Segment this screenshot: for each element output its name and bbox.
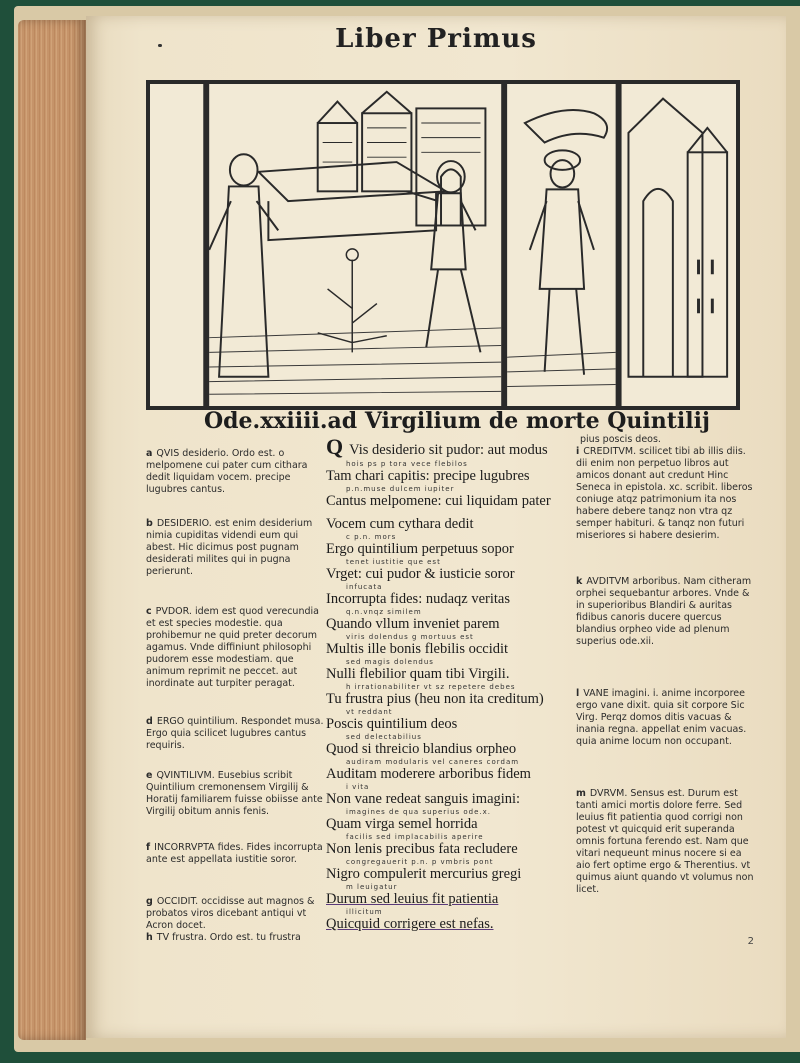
- verse-text: Ergo quintilium perpetuus sopor: [326, 541, 514, 557]
- interlinear-gloss: c p.n. mors: [346, 533, 397, 541]
- commentary-right: [576, 434, 754, 896]
- verse-text: Quam virga semel horrida: [326, 816, 478, 832]
- verse-initial: Q: [326, 434, 344, 459]
- gloss-key: h: [146, 932, 153, 943]
- verse-text: Vis desiderio sit pudor: aut modus: [349, 442, 548, 458]
- verse-text: Durum sed leuius fit patientia: [326, 891, 499, 907]
- verse-line: [326, 891, 572, 908]
- gloss-note: [576, 576, 754, 648]
- gloss-text: QVINTILIVM. Eusebius scribit Quintilium cremonensem Virgilij & Horatij familiarem fuisse obiisse ante Virgilij obitum annis fenis.: [146, 770, 323, 817]
- verse-line: [326, 468, 572, 485]
- gloss-key: e: [146, 770, 153, 781]
- gloss-note: [146, 448, 326, 496]
- verse-text: Nigro compulerit mercurius gregi: [326, 866, 522, 882]
- verse-text: Incorrupta fides: nudaqz veritas: [326, 591, 510, 607]
- gloss-key: i: [576, 446, 580, 457]
- verse-line: [326, 566, 572, 583]
- verse-line: [326, 541, 572, 558]
- gloss-text: PVDOR. idem est quod verecundia et est species modestie. qua prohibemur ne quid preter decorum agamus. Vnde diffiniunt philosophi pudorem esse modestiam. que animum reprimit ne peccet. aut inordinate aut turpiter peragat.: [146, 606, 319, 689]
- verse-line: [326, 916, 572, 933]
- verse-line: [326, 866, 572, 883]
- interlinear-gloss: i vita: [346, 783, 370, 791]
- ode-title: Ode.xxiiii.ad Virgilium de morte Quintilij: [204, 408, 710, 434]
- verse-text: Quod si threicio blandius orpheo: [326, 741, 517, 757]
- gloss-note: [146, 770, 326, 818]
- gloss-note: [146, 716, 326, 752]
- interlinear-gloss: hois ps p tora vece flebilos: [346, 460, 468, 468]
- gloss-text: VANE imagini. i. anime incorporee ergo vane dixit. quia sit corpore Sic Virg. Perqz domos ditis vacuas & inania regna. appellat enim vacuas. quia anime locum non occupant.: [576, 688, 747, 747]
- gloss-note: [146, 896, 326, 932]
- verse-line: [326, 816, 572, 833]
- verse-text: Vrget: cui pudor & iusticie soror: [326, 566, 515, 582]
- verse-line: [326, 841, 572, 858]
- gloss-text: ERGO quintilium. Respondet musa. Ergo quia scilicet lugubres cantus requiris.: [146, 716, 324, 751]
- running-head: Liber Primus: [335, 24, 537, 54]
- interlinear-gloss: q.n.vnqz similem: [346, 608, 422, 616]
- gloss-text: DESIDERIO. est enim desiderium nimia cupiditas videndi eum qui abest. Hic dicimus post pugnam desiderati milites qui in pugna perierunt.: [146, 518, 313, 577]
- gloss-key: m: [576, 788, 586, 799]
- verse-text: Nulli flebilior quam tibi Virgili.: [326, 666, 510, 682]
- interlinear-gloss: illicitum: [346, 908, 383, 916]
- gloss-key: k: [576, 576, 583, 587]
- gloss-note: [146, 842, 326, 866]
- interlinear-gloss: sed magis dolendus: [346, 658, 434, 666]
- woodcut-illustration: [146, 80, 740, 410]
- interlinear-gloss: h irrationabiliter vt sz repetere debes: [346, 683, 516, 691]
- gloss-note: [576, 688, 754, 748]
- interlinear-gloss: facilis sed implacabilis aperire: [346, 833, 484, 841]
- interlinear-gloss: vt reddant: [346, 708, 393, 716]
- verse-text: Tu frustra pius (heu non ita creditum): [326, 691, 544, 707]
- verse-text: Quicquid corrigere est nefas.: [326, 916, 494, 932]
- verse-line: [326, 691, 572, 708]
- gloss-key: d: [146, 716, 153, 727]
- gloss-text: AVDITVM arboribus. Nam citheram orphei sequebantur arbores. Vnde & in superioribus Blandiri & auritas fidibus canoris ducere quercus blandius orpheo vide ad plenum superius ode.xii.: [576, 576, 752, 647]
- verse-text: Auditam moderere arboribus fidem: [326, 766, 531, 782]
- verse-line: [326, 641, 572, 658]
- gloss-text: CREDITVM. scilicet tibi ab illis diis. dii enim non perpetuo libros aut amicos donant aut credunt Hinc Seneca in epistola. xc. scribit. liberos coniuge atqz patrimonium ita nos habere debere tanqz non vtra qz semper habituri. & tanqz non futuri miseriores si habere desierim.: [576, 446, 753, 541]
- gloss-text: TV frustra. Ordo est. tu frustra: [156, 932, 301, 943]
- verse-line: [326, 616, 572, 633]
- gloss-text: INCORRVPTA fides. Fides incorrupta ante est appellata iustitie soror.: [146, 842, 323, 865]
- verse-line: [326, 766, 572, 783]
- interlinear-gloss: tenet iustitie que est: [346, 558, 441, 566]
- gloss-text: QVIS desiderio. Ordo est. o melpomene cui pater cum cithara dedit liquidam vocem. precipe lugubres cantus.: [146, 448, 308, 495]
- interlinear-gloss: m leuigatur: [346, 883, 398, 891]
- verse-text: Non vane redeat sanguis imagini:: [326, 791, 521, 807]
- verse-text: Non lenis precibus fata recludere: [326, 841, 518, 857]
- verse-line: [326, 666, 572, 683]
- page-edges: [18, 20, 86, 1040]
- verse-line: [326, 493, 572, 510]
- gloss-note: [146, 932, 326, 944]
- interlinear-gloss: audiram modularis vel caneres cordam: [346, 758, 520, 766]
- gloss-note: [576, 788, 754, 896]
- verse-text: Quando vllum inveniet parem: [326, 616, 500, 632]
- gloss-key: l: [576, 688, 580, 699]
- interlinear-gloss: infucata: [346, 583, 383, 591]
- interlinear-gloss: p.n.muse dulcem iupiter: [346, 485, 455, 493]
- verse-text: Poscis quintilium deos: [326, 716, 458, 732]
- gloss-text: DVRVM. Sensus est. Durum est tanti amici mortis dolore ferre. Sed leuius fit patientia quod corrigi non potest vt quicquid erit superanda omnis fortuna ferendo est. Nam que vitari nequeunt minus nocere si ea aio fert optime ergo & Therentius. vt quimus aiunt quando vt volumus non licet.: [576, 788, 754, 895]
- gloss-key: f: [146, 842, 151, 853]
- gloss-note: [146, 606, 326, 690]
- verse-line: [326, 591, 572, 608]
- verse-text: Cantus melpomene: cui liquidam pater: [326, 493, 551, 509]
- ode-verses: [326, 434, 572, 939]
- interlinear-gloss: sed delectabilius: [346, 733, 422, 741]
- verse-text: Multis ille bonis flebilis occidit: [326, 641, 509, 657]
- gloss-key: c: [146, 606, 152, 617]
- gloss-key: b: [146, 518, 153, 529]
- verse-text: Vocem cum cythara dedit: [326, 516, 474, 532]
- verse-line: [326, 791, 572, 808]
- gloss-note: [146, 518, 326, 578]
- interlinear-gloss: congregauerit p.n. p vmbris pont: [346, 858, 494, 866]
- folio-number: 2: [747, 936, 754, 947]
- verse-line: [326, 516, 572, 533]
- gloss-note: [576, 446, 754, 542]
- gloss-text: OCCIDIT. occidisse aut magnos & probatos viros dicebant antiqui vt Acron docet.: [146, 896, 315, 931]
- interlinear-gloss: viris dolendus g mortuus est: [346, 633, 474, 641]
- interlinear-gloss: imagines de qua superius ode.x.: [346, 808, 492, 816]
- gloss-key: g: [146, 896, 153, 907]
- verse-line: [326, 434, 572, 460]
- commentary-left: [146, 448, 326, 944]
- gloss-note: [576, 434, 754, 446]
- book-page: [86, 16, 786, 1038]
- gloss-text: pius poscis deos.: [580, 434, 661, 445]
- gloss-key: a: [146, 448, 153, 459]
- verse-text: Tam chari capitis: precipe lugubres: [326, 468, 530, 484]
- verse-line: [326, 716, 572, 733]
- verse-line: [326, 741, 572, 758]
